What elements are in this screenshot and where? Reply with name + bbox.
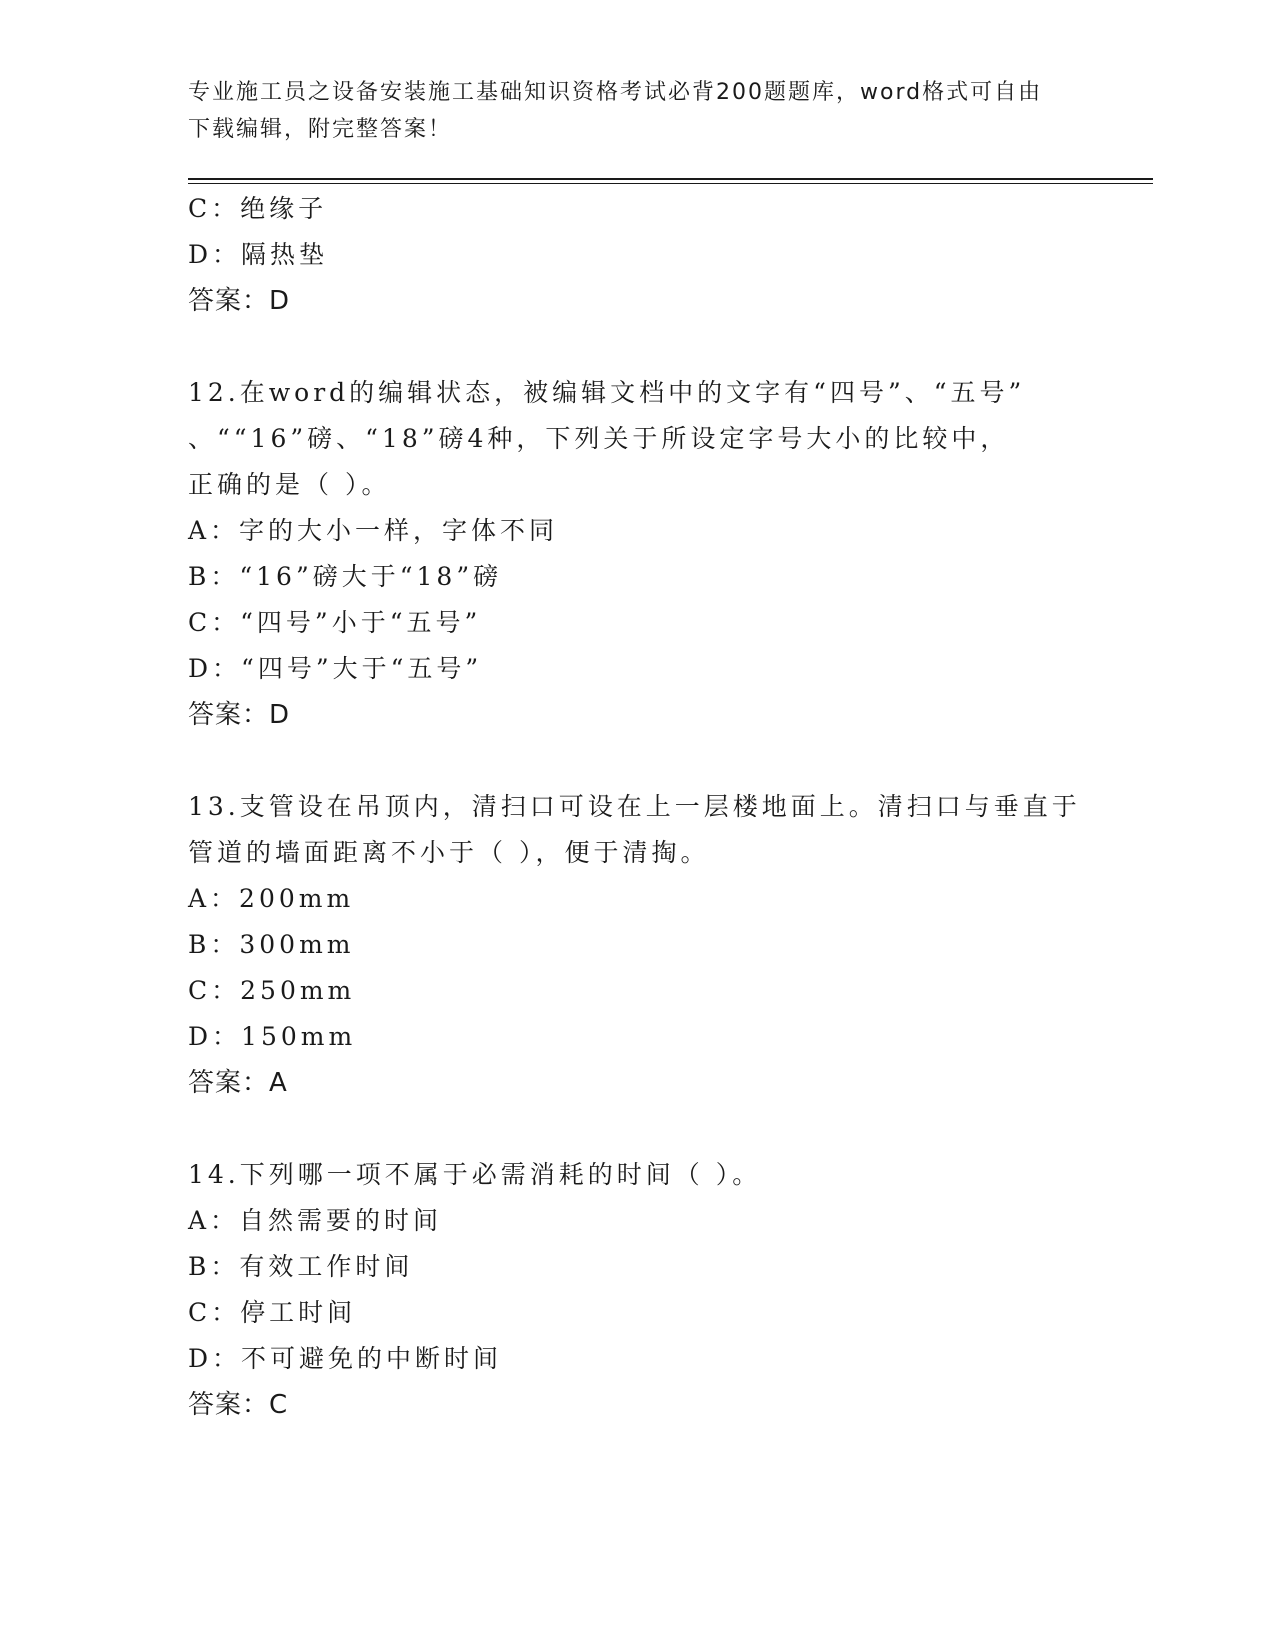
answer-line: 答案：D: [188, 286, 291, 316]
question-stem: 14.下列哪一项不属于必需消耗的时间（ ）。: [188, 1160, 762, 1189]
question-12: [188, 370, 1088, 738]
option-d: D：150mm: [188, 1022, 357, 1051]
answer-line: 答案：C: [188, 1390, 289, 1420]
question-14: [188, 1152, 1088, 1428]
option-c: C：“四号”小于“五号”: [188, 608, 482, 637]
option-c: C：250mm: [188, 976, 356, 1005]
header-line-2: 下载编辑，附完整答案！: [188, 117, 453, 142]
option-a: A：200mm: [188, 884, 355, 913]
option-a: A：字的大小一样，字体不同: [188, 516, 559, 545]
header-divider: [188, 178, 1153, 180]
answer-line: 答案：A: [188, 1068, 288, 1098]
option-a: A：自然需要的时间: [188, 1206, 443, 1235]
question-stem: 12.在word的编辑状态，被编辑文档中的文字有“四号”、“五号”: [188, 378, 1026, 407]
option-b: B：有效工作时间: [188, 1252, 414, 1281]
prev-question: [188, 186, 1088, 324]
header-line-1: 专业施工员之设备安装施工基础知识资格考试必背200题题库，word格式可自由: [188, 80, 1043, 105]
option-c: C：绝缘子: [188, 194, 328, 223]
header-divider-thin: [188, 183, 1153, 184]
question-13: [188, 784, 1088, 1106]
option-c: C：停工时间: [188, 1298, 357, 1327]
option-b: B：“16”磅大于“18”磅: [188, 562, 503, 591]
option-d: D：隔热垫: [188, 240, 329, 269]
question-stem: 管道的墙面距离不小于（ ），便于清掏。: [188, 838, 710, 867]
option-d: D：“四号”大于“五号”: [188, 654, 483, 683]
question-stem: 、““16”磅、“18”磅4种，下列关于所设定字号大小的比较中，: [188, 424, 1010, 453]
answer-line: 答案：D: [188, 700, 291, 730]
question-list: [188, 186, 1088, 1428]
document-header: [188, 74, 1088, 148]
question-stem: 正确的是（ ）。: [188, 470, 391, 499]
option-d: D：不可避免的中断时间: [188, 1344, 503, 1373]
option-b: B：300mm: [188, 930, 355, 959]
question-stem: 13.支管设在吊顶内，清扫口可设在上一层楼地面上。清扫口与垂直于: [188, 792, 1081, 821]
